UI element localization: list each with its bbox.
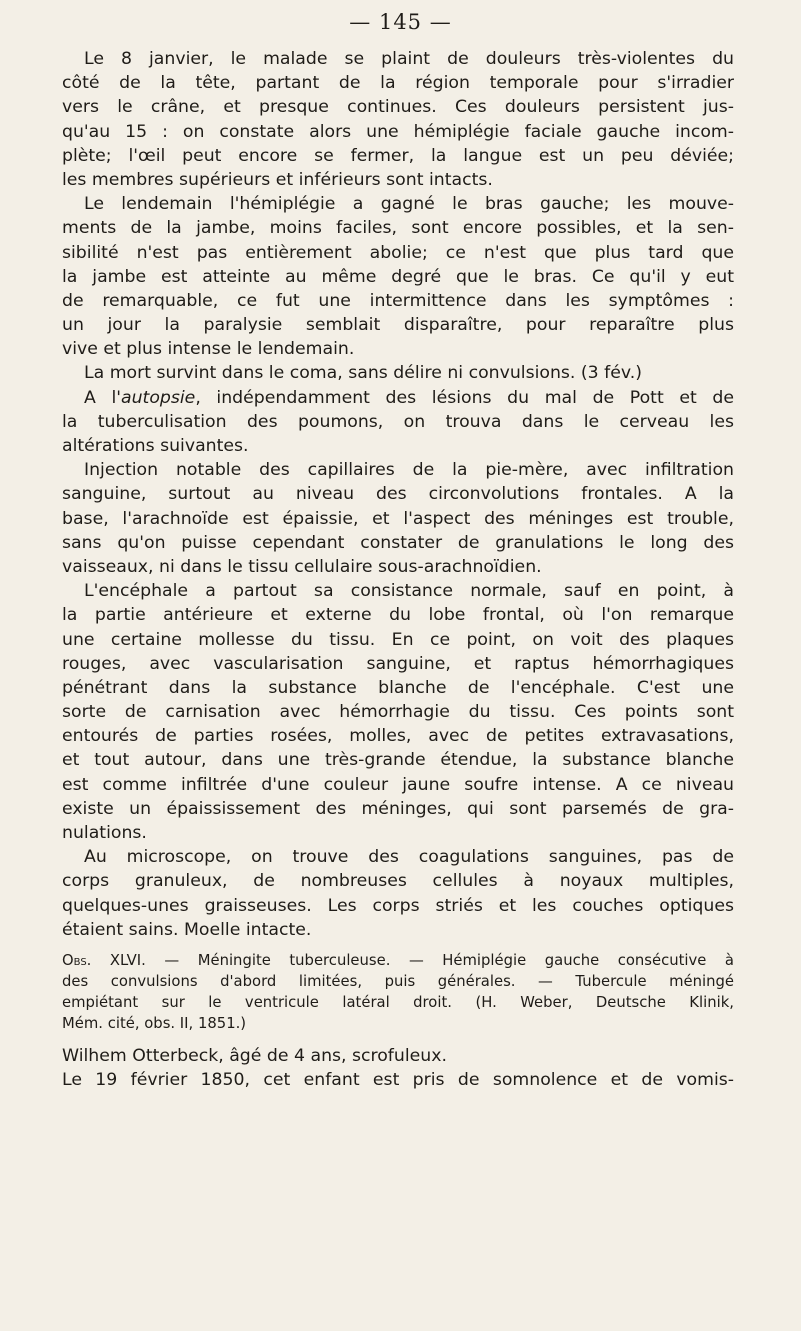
text-line: empiétant sur le ventricule latéral droit. (H. Weber, Deutsche Klinik, bbox=[62, 993, 734, 1011]
text-line: est comme infiltrée d'une couleur jaune soufre intense. A ce niveau bbox=[62, 774, 734, 795]
text-line: sibilité n'est pas entièrement abolie; ce n'est que plus tard que bbox=[62, 242, 734, 263]
observation-label: Obs. XLVI. bbox=[62, 951, 146, 969]
text-line: Wilhem Otterbeck, âgé de 4 ans, scrofuleux. bbox=[62, 1045, 447, 1066]
paragraph bbox=[62, 361, 734, 385]
text-line: altérations suivantes. bbox=[62, 436, 249, 456]
text-line: une certaine mollesse du tissu. En ce point, on voit des plaques bbox=[62, 629, 734, 650]
paragraph bbox=[62, 192, 734, 361]
text-line: de remarquable, ce fut une intermittence dans les symptômes : bbox=[62, 290, 734, 311]
text-line: corps granuleux, de nombreuses cellules à noyaux multiples, bbox=[62, 871, 734, 892]
paragraph bbox=[62, 47, 734, 192]
text-line: pénétrant dans la substance blanche de l'encéphale. C'est une bbox=[62, 677, 734, 698]
text-line: qu'au 15 : on constate alors une hémiplégie faciale gauche incom- bbox=[62, 121, 734, 142]
text-line: vive et plus intense le lendemain. bbox=[62, 339, 355, 360]
page-body bbox=[62, 47, 734, 1092]
text-line: et tout autour, dans une très-grande étendue, la substance blanche bbox=[62, 750, 734, 771]
text-line: Au microscope, on trouve des coagulations sanguines, pas de bbox=[84, 847, 734, 868]
text-line: vaisseaux, ni dans le tissu cellulaire sous-arachnoïdien. bbox=[62, 556, 542, 577]
text-line: Le 19 février 1850, cet enfant est pris de somnolence et de vomis- bbox=[62, 1070, 734, 1091]
text-line: étaient sains. Moelle intacte. bbox=[62, 919, 312, 940]
page-number: — 145 — bbox=[349, 10, 452, 34]
text-line: Le 8 janvier, le malade se plaint de douleurs très-violentes du bbox=[84, 49, 734, 69]
text-line: ments de la jambe, moins faciles, sont encore possibles, et la sen- bbox=[62, 218, 734, 239]
text-line: base, l'arachnoïde est épaissie, et l'aspect des méninges est trouble, bbox=[62, 508, 734, 529]
text-line: nulations. bbox=[62, 823, 147, 843]
paragraph bbox=[62, 1044, 734, 1092]
observation-first-line bbox=[62, 950, 734, 971]
text-line: existe un épaississement des méninges, qui sont parsemés de gra- bbox=[62, 798, 734, 819]
paragraph bbox=[62, 458, 734, 579]
paragraph bbox=[62, 579, 734, 845]
text-line: sans qu'on puisse cependant constater de granulations le long des bbox=[62, 532, 734, 553]
text-line: plète; l'œil peut encore se fermer, la langue est un peu déviée; bbox=[62, 145, 734, 166]
observation-note bbox=[62, 950, 734, 1034]
text-line: — Méningite tuberculeuse. — Hémiplégie gauche consécutive à bbox=[145, 951, 734, 969]
text-line: rouges, avec vascularisation sanguine, et raptus hémorrhagiques bbox=[62, 653, 734, 674]
paragraph bbox=[62, 386, 734, 459]
text-line: un jour la paralysie semblait disparaître, pour reparaître plus bbox=[62, 315, 734, 336]
text-line: sanguine, surtout au niveau des circonvolutions frontales. A la bbox=[62, 484, 734, 505]
text-line: A l'autopsie, indépendamment des lésions du mal de Pott et de bbox=[84, 387, 734, 408]
text-line: la partie antérieure et externe du lobe frontal, où l'on remarque bbox=[62, 605, 734, 626]
text-line: la jambe est atteinte au même degré que le bras. Ce qu'il y eut bbox=[62, 266, 734, 287]
text-line: quelques-unes graisseuses. Les corps striés et les couches optiques bbox=[62, 895, 734, 916]
text-line: les membres supérieurs et inférieurs sont intacts. bbox=[62, 169, 493, 190]
text-line: Le lendemain l'hémiplégie a gagné le bras gauche; les mouve- bbox=[84, 194, 734, 215]
text-line: entourés de parties rosées, molles, avec de petites extravasations, bbox=[62, 726, 734, 747]
paragraph bbox=[62, 845, 734, 942]
text-line: côté de la tête, partant de la région temporale pour s'irradier bbox=[62, 73, 734, 94]
text-line: des convulsions d'abord limitées, puis générales. — Tubercule méningé bbox=[62, 972, 734, 990]
text-line: Mém. cité, obs. II, 1851.) bbox=[62, 1014, 247, 1032]
text-line: vers le crâne, et presque continues. Ces douleurs persistent jus- bbox=[62, 97, 734, 118]
text-line: La mort survint dans le coma, sans délire ni convulsions. (3 fév.) bbox=[84, 363, 642, 384]
text-line: L'encéphale a partout sa consistance normale, sauf en point, à bbox=[84, 581, 734, 602]
text-line: sorte de carnisation avec hémorrhagie du tissu. Ces points sont bbox=[62, 702, 734, 723]
text-line: Injection notable des capillaires de la pie-mère, avec infiltration bbox=[84, 460, 734, 481]
text-line: la tuberculisation des poumons, on trouva dans le cerveau les bbox=[62, 411, 734, 432]
